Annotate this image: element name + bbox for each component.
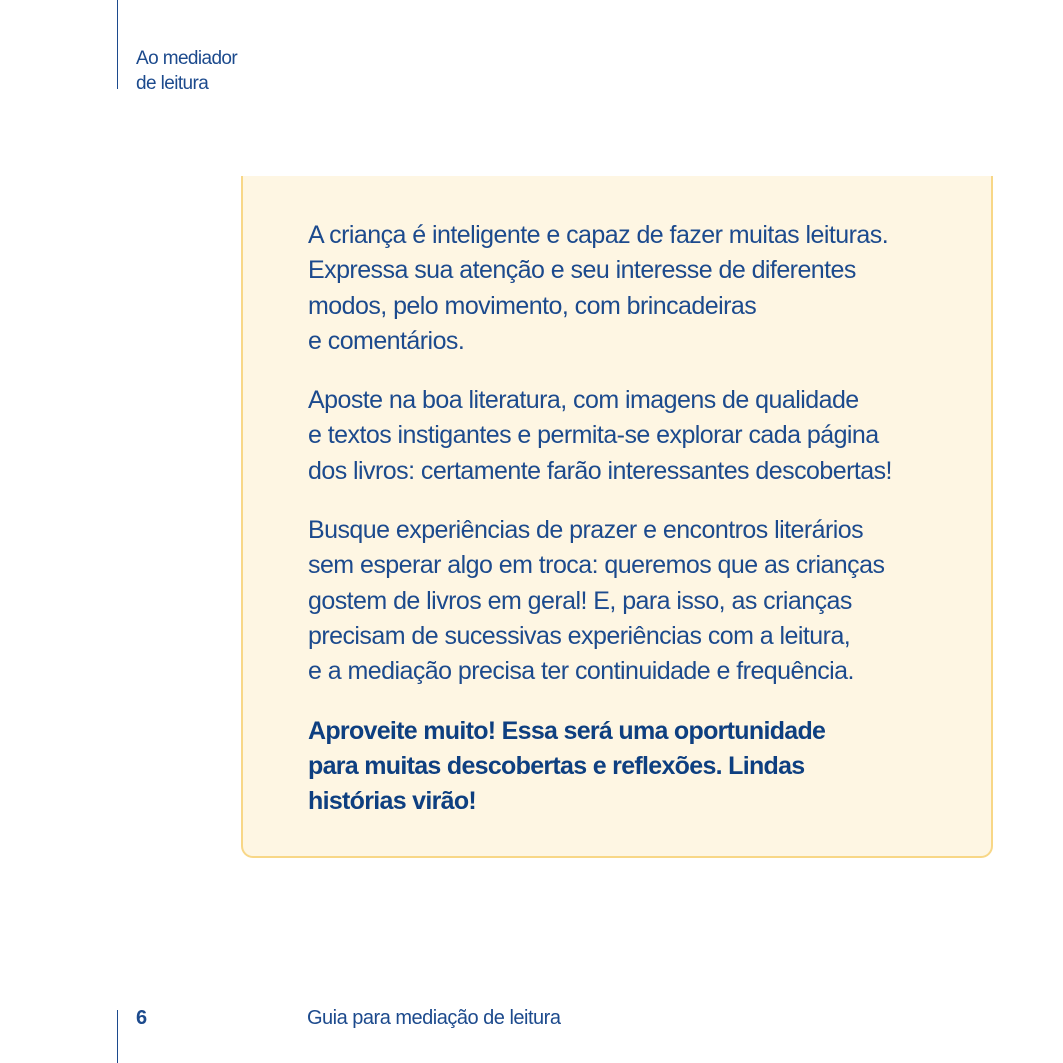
footer-rule [117, 1010, 118, 1063]
text-line: gostem de livros em geral! E, para isso, as crianças [308, 586, 852, 615]
section-label [136, 46, 237, 96]
text-line: Busque experiências de prazer e encontros literários [308, 516, 864, 545]
text-line: e textos instigantes e permita-se explorar cada página [308, 421, 879, 450]
text-line: precisam de sucessivas experiências com a leitura, [308, 621, 851, 650]
text-line: histórias virão! [308, 787, 477, 816]
text-line: sem esperar algo em troca: queremos que as crianças [308, 551, 885, 580]
text-line: e a mediação precisa ter continuidade e frequência. [308, 657, 854, 686]
section-label-line: Ao mediador [136, 48, 238, 69]
text-line: para muitas descobertas e reflexões. Lindas [308, 751, 805, 780]
paragraph-good-literature [308, 383, 988, 489]
page-number: 6 [136, 1007, 148, 1029]
text-line: A criança é inteligente e capaz de fazer muitas leituras. [308, 221, 889, 249]
closing-emphasis [308, 714, 988, 820]
text-line: Aproveite muito! Essa será uma oportunidade [308, 716, 826, 745]
footer-title: Guia para mediação de leitura [307, 1007, 561, 1029]
text-line: e comentários. [308, 326, 465, 355]
text-line: modos, pelo movimento, com brincadeiras [308, 291, 757, 320]
highlight-box [241, 176, 993, 858]
highlight-box-content [308, 218, 988, 843]
text-line: Expressa sua atenção e seu interesse de diferentes [308, 256, 856, 285]
paragraph-child-reading [308, 218, 988, 359]
text-line: Aposte na boa literatura, com imagens de qualidade [308, 386, 859, 415]
paragraph-pleasure-experiences [308, 513, 988, 689]
text-line: dos livros: certamente farão interessantes descobertas! [308, 456, 892, 485]
header-rule [117, 0, 118, 89]
section-label-line: de leitura [136, 73, 209, 94]
